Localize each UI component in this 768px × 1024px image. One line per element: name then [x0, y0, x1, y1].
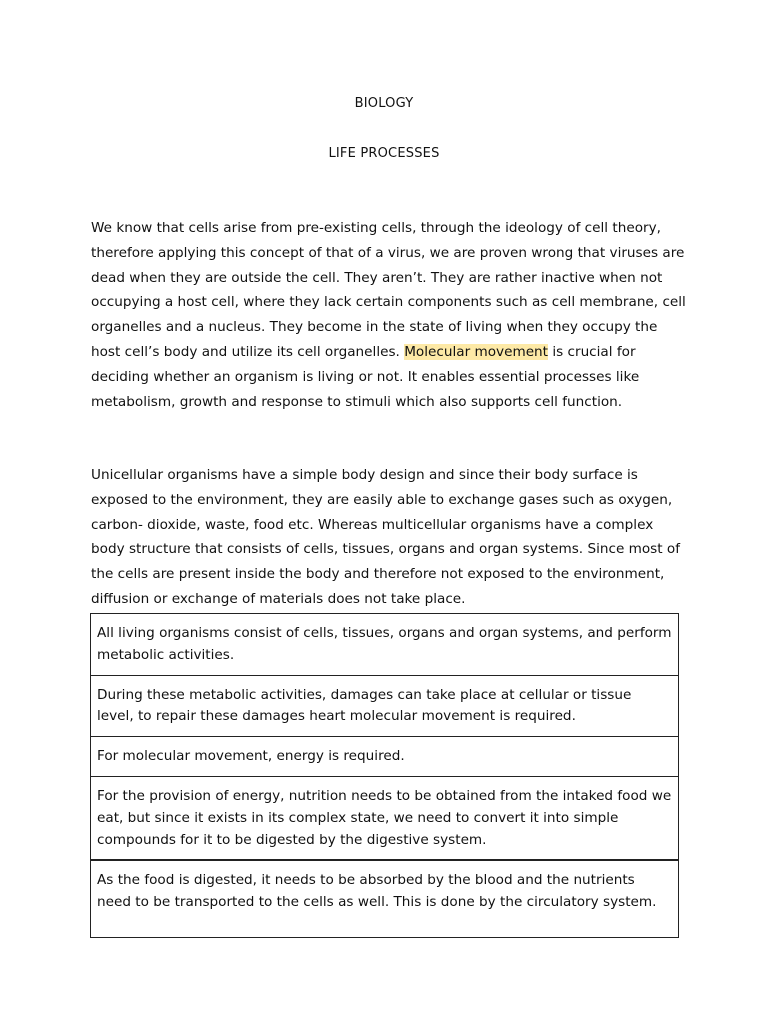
- table-row: [91, 737, 679, 777]
- table-row: [91, 614, 679, 676]
- intro-paragraph: [91, 216, 687, 414]
- table-cell: For molecular movement, energy is required.: [91, 737, 679, 777]
- table-row: [91, 860, 679, 938]
- document-subtitle: LIFE PROCESSES: [328, 146, 440, 161]
- process-steps-table: [90, 613, 679, 938]
- highlighted-term: Molecular movement: [404, 343, 548, 360]
- table-cell: During these metabolic activities, damages can take place at cellular or tissue level, to repair these damages heart molecular movement is required.: [91, 675, 679, 737]
- intro-paragraph-text-end: is crucial for deciding whether an organism is living or not. It enables essential processes like metabolism, growth and response to stimuli which also supports cell function.: [91, 343, 640, 410]
- table-cell: As the food is digested, it needs to be absorbed by the blood and the nutrients need to be transported to the cells as well. This is done by the circulatory system.: [91, 860, 679, 938]
- document-title: BIOLOGY: [354, 96, 414, 111]
- table-row: [91, 776, 679, 860]
- table-row: [91, 675, 679, 737]
- table-cell: All living organisms consist of cells, tissues, organs and organ systems, and perform metabolic activities.: [91, 614, 679, 676]
- organisms-paragraph: Unicellular organisms have a simple body design and since their body surface is exposed to the environment, they are easily able to exchange gases such as oxygen, carbon- dioxide, waste, food etc. Whereas multicellular organisms have a complex body structure that consists of cells, tissues, organs and organ systems. Since most of the cells are present inside the body and therefore not exposed to the environment, diffusion or exchange of materials does not take place.: [91, 467, 681, 607]
- table-cell: For the provision of energy, nutrition needs to be obtained from the intaked food we eat, but since it exists in its complex state, we need to convert it into simple compounds for it to be digested by the digestive system.: [91, 776, 679, 860]
- intro-paragraph-text-start: We know that cells arise from pre-existing cells, through the ideology of cell theory, therefore applying this concept of that of a virus, we are proven wrong that viruses are dead when they are outside the cell. They aren’t. They are rather inactive when not occupying a host cell, where they lack certain components such as cell membrane, cell organelles and a nucleus. They become in the state of living when they occupy the host cell’s body and utilize its cell organelles.: [91, 220, 686, 360]
